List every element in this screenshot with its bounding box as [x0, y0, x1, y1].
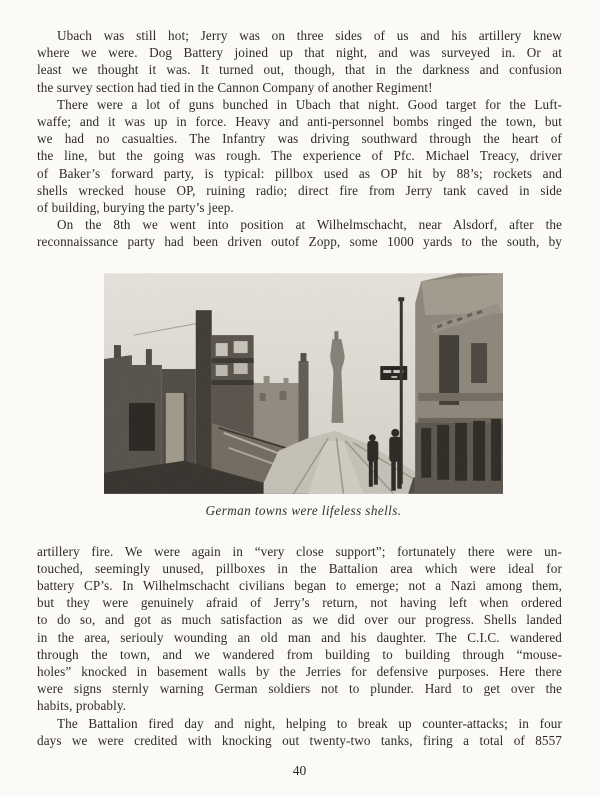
photo-figure: [104, 273, 503, 519]
page-number: 40: [292, 763, 307, 779]
paragraph: [37, 96, 562, 216]
text-line: least we thought it was. It turned out, though, that in the darkness and confusion: [37, 62, 562, 78]
text-line: habits, probably.: [37, 698, 127, 714]
text-line: but they were genuinely afraid of Jerry’s return, not having left when ordered: [37, 595, 562, 611]
paragraph: [37, 715, 562, 749]
text-line: the survey section had tied in the Cannon Company of another Regiment!: [37, 79, 433, 95]
text-line: touched, seemingly unused, pillboxes in the Battalion area which were ideal for: [37, 560, 562, 576]
text-line: through the town, and we wandered from building to building through “mouse-: [37, 646, 562, 662]
text-line: shells wrecked house OP, ruining radio; direct fire from Jerry tank caved in side: [37, 182, 562, 198]
text-line: holes” knocked in basement walls by the Jerries for defensive purposes. Here there: [37, 664, 562, 680]
photo-german-town: [104, 273, 503, 494]
text-line: to do so, and got as much satisfaction as we did over our progress. Shells landed: [37, 612, 562, 628]
text-line: On the 8th we went into position at Wilhelmschacht, near Alsdorf, after the: [57, 217, 562, 233]
text-line: we had no casualties. The Infantry was driving southward through the heart of: [37, 131, 562, 147]
text-line: days we were credited with knocking out twenty-two tanks, firing a total of 8557: [37, 732, 562, 748]
text-line: The Battalion fired day and night, helping to break up counter-attacks; in four: [57, 715, 562, 731]
text-line: Ubach was still hot; Jerry was on three sides of us and his artillery knew: [57, 28, 562, 43]
text-line: the line, but the going was rough. The experience of Pfc. Michael Treacy, driver: [37, 148, 562, 164]
text-line: reconnaissance party had been driven outof Zopp, some 1000 yards to the south, by: [37, 234, 562, 250]
text-line: of Baker’s forward party, is typical: pillbox used as OP hit by 88’s; rockets and: [37, 165, 562, 181]
text-line: There were a lot of guns bunched in Ubach that night. Good target for the Luft-: [57, 96, 562, 112]
text-line: battery CP’s. In Wilhelmschacht civilians began to emerge; not a Nazi among them,: [37, 578, 562, 594]
text-line: of building, burying the party’s jeep.: [37, 200, 234, 216]
body-text-below-photo: [37, 543, 562, 749]
paragraph: [37, 543, 562, 715]
text-line: waffe; and it was up in force. Heavy and anti-personnel bombs ringed the town, but: [37, 114, 562, 130]
paragraph: [37, 216, 562, 250]
text-line: artillery fire. We were again in “very close support”; fortunately there were un-: [37, 543, 562, 559]
text-line: were signs sternly warning German soldiers not to plunder. Hard to get over the: [37, 681, 562, 697]
photo-halftone-grain: [104, 273, 503, 493]
photo-caption: German towns were lifeless shells.: [205, 502, 402, 518]
text-line: in the area, seriouly wounding an old man and his daughter. The C.I.C. wandered: [37, 629, 562, 645]
body-text-above-photo: [37, 27, 562, 251]
text-line: where we were. Dog Battery joined up that night, and was surveyed in. Or at: [37, 45, 562, 61]
paragraph: [37, 27, 562, 96]
